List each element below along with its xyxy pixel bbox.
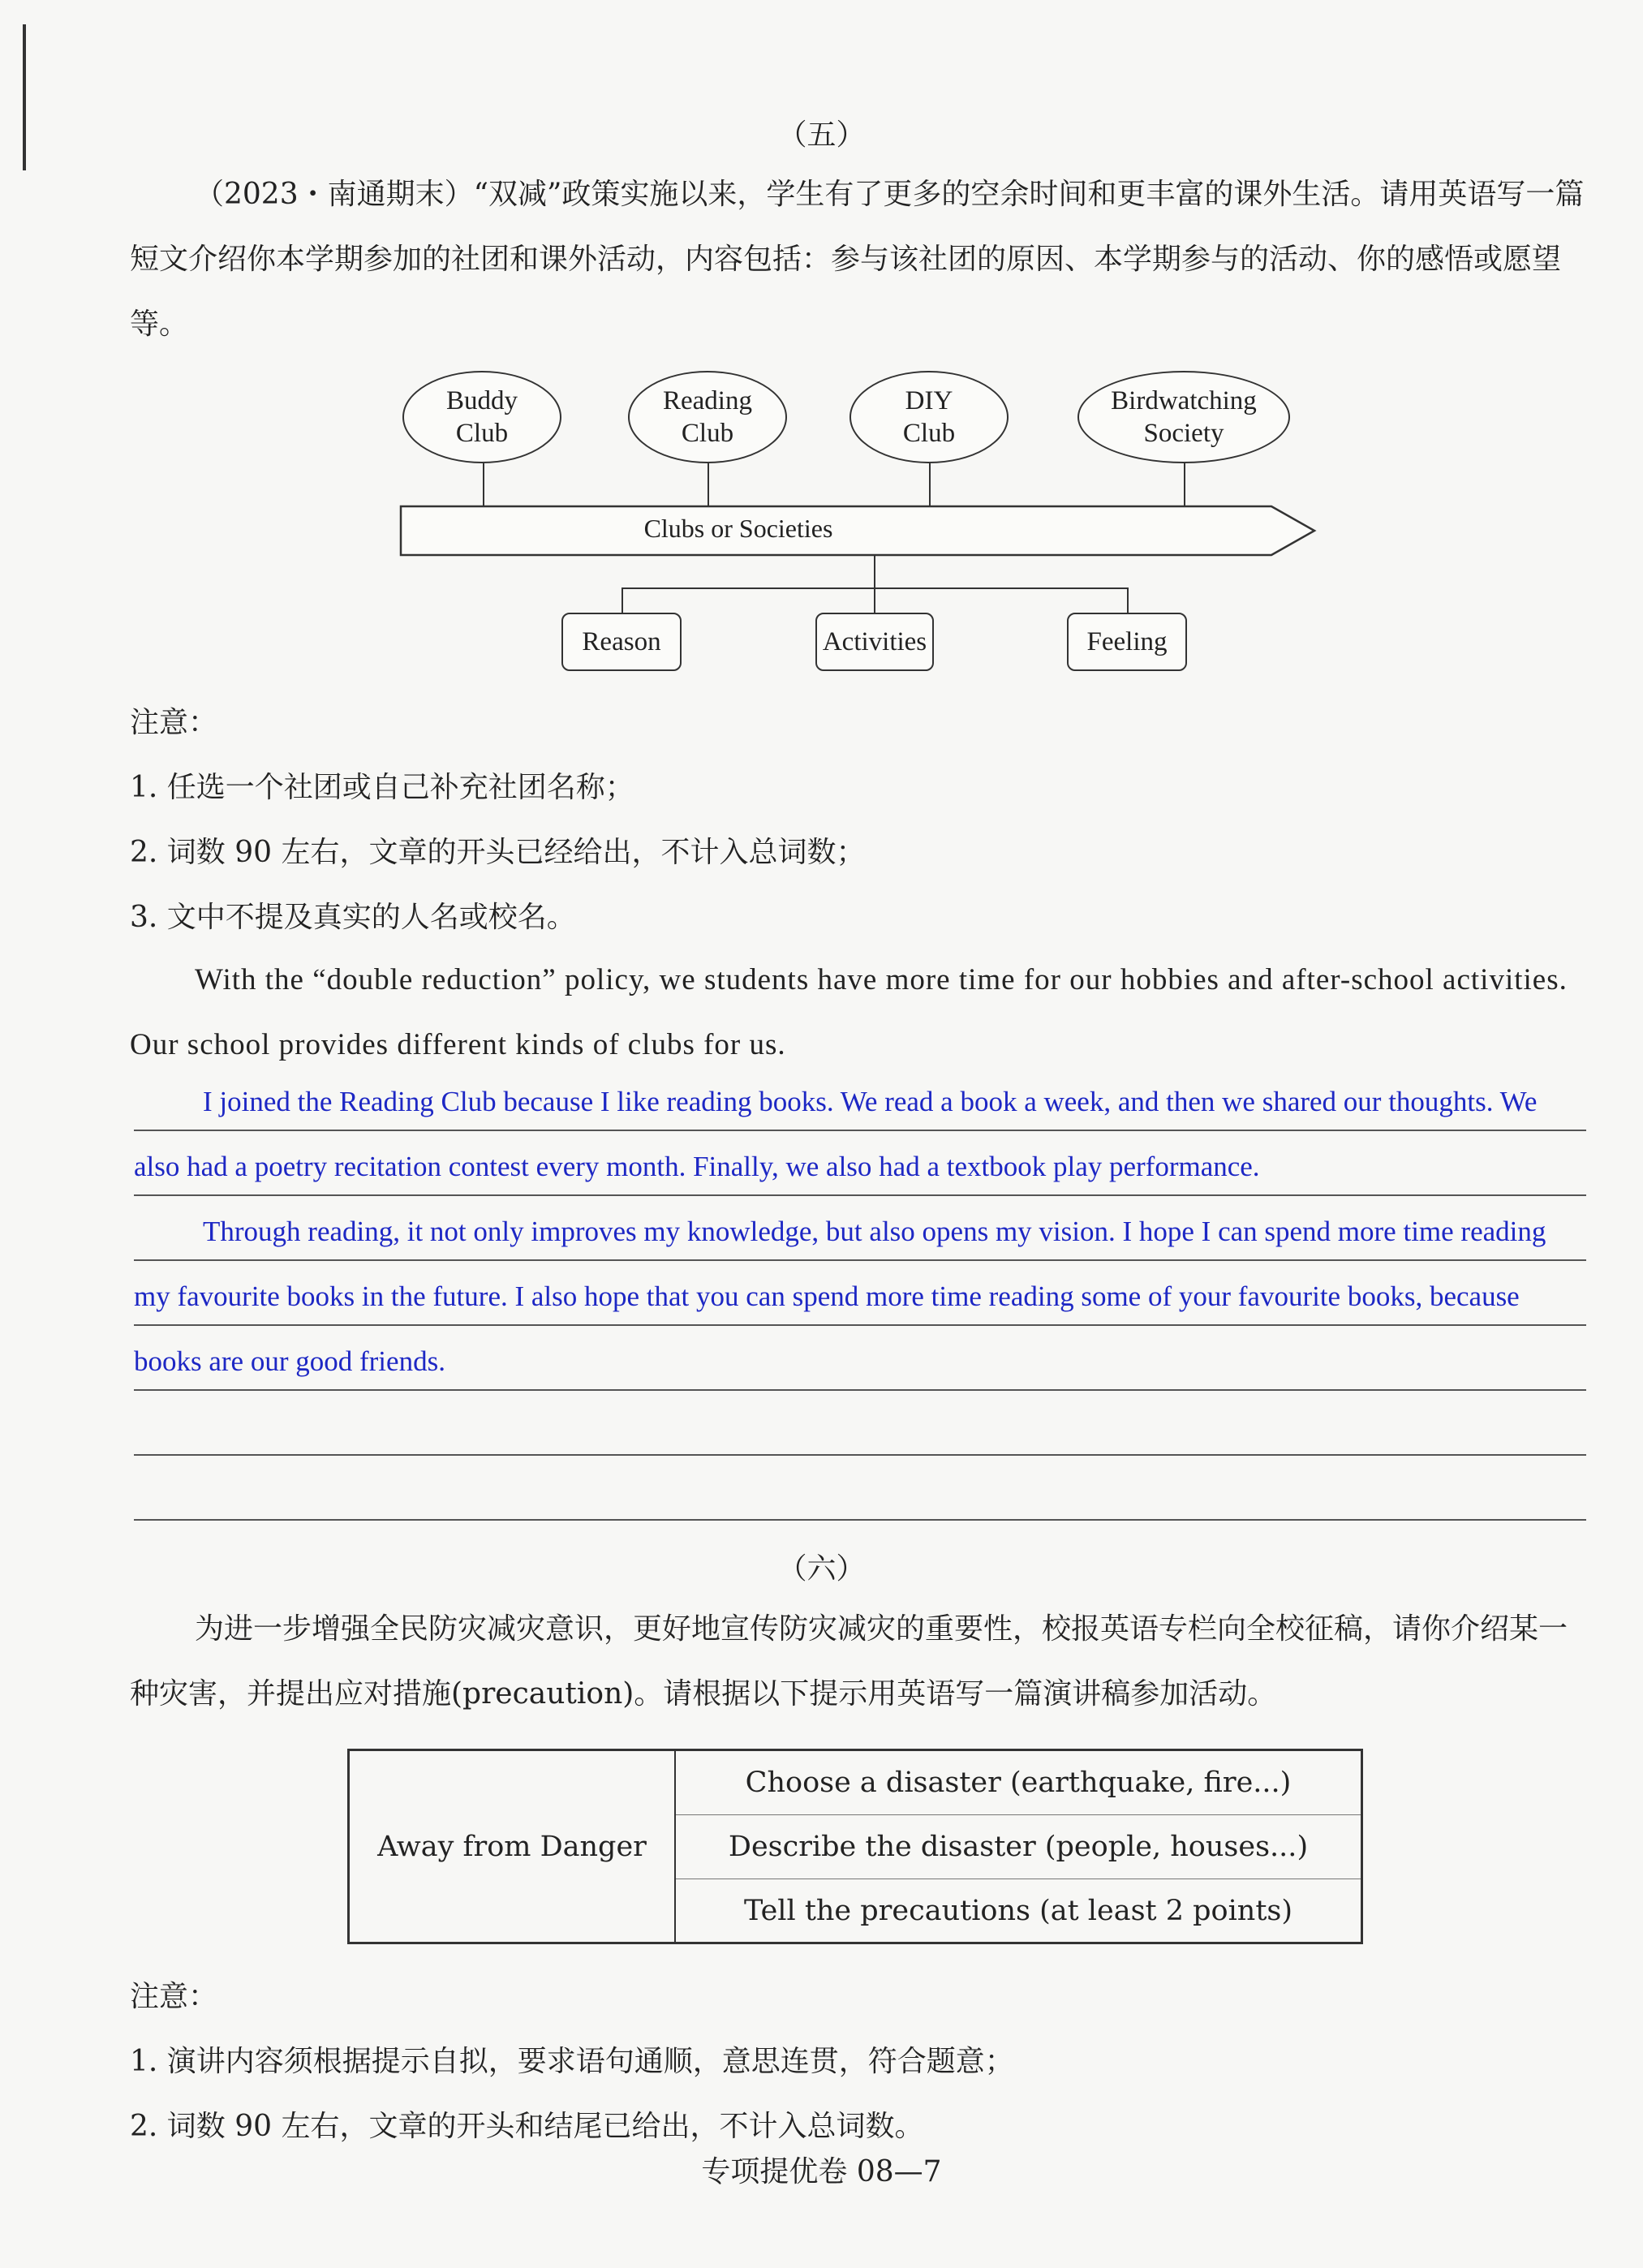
connector	[874, 587, 875, 615]
writing-line	[134, 1194, 1586, 1196]
notes-label: 注意：	[130, 706, 218, 739]
society-birdwatching: Birdwatching Society	[1077, 371, 1290, 463]
writing-line	[134, 1389, 1586, 1391]
table-point-3: Tell the precautions (at least 2 points)	[743, 1894, 1293, 1927]
answer-paragraph-1: I joined the Reading Club because I like reading books. We read a book a week, and then we shared our thoughts. We also had a poetry recitation contest every month. Finally, we also had a textbook play performance.	[134, 1086, 1538, 1182]
table-topic: Away from Danger	[350, 1751, 676, 1942]
section-5-title: （五）	[777, 118, 866, 152]
connector	[874, 555, 875, 589]
prompt-table	[347, 1749, 1363, 1944]
connector	[708, 463, 709, 508]
note-6-2: 2. 词数 90 左右，文章的开头和结尾已给出，不计入总词数。	[130, 2110, 924, 2143]
connector	[929, 463, 931, 508]
connector	[483, 463, 484, 508]
answer-paragraph-2: Through reading, it not only improves my knowledge, but also opens my vision. I hope I can spend more time reading my favourite books in the future. I also hope that you can spend more time reading some of your favourite books, because books are our good friends.	[134, 1216, 1546, 1377]
note-6-1: 1. 演讲内容须根据提示自拟，要求语句通顺，意思连贯，符合题意；	[130, 2045, 1014, 2078]
table-point-2: Describe the disaster (people, houses...)	[676, 1815, 1361, 1879]
writing-line	[134, 1519, 1586, 1521]
section-6-title: （六）	[777, 1552, 866, 1586]
connector	[622, 587, 623, 615]
aspect-activities: Activities	[815, 613, 934, 671]
note-1: 1. 任选一个社团或自己补充社团名称；	[130, 771, 634, 804]
writing-line	[134, 1324, 1586, 1326]
aspect-reason: Reason	[561, 613, 682, 671]
page-footer: 专项提优卷 08—7	[701, 2155, 942, 2188]
writing-line	[134, 1130, 1586, 1131]
note-2: 2. 词数 90 左右，文章的开头已经给出，不计入总词数；	[130, 836, 866, 869]
connector	[1184, 463, 1185, 508]
clubs-arrow-label: Clubs or Societies	[643, 514, 833, 543]
writing-line	[134, 1454, 1586, 1456]
section-6-prompt: 为进一步增强全民防灾减灾意识，更好地宣传防灾减灾的重要性，校报英语专栏向全校征稿，请你介绍某一种灾害，并提出应对措施(precaution)。请根据以下提示用英语写一篇演讲稿参加活动。	[130, 1612, 1568, 1711]
note-3: 3. 文中不提及真实的人名或校名。	[130, 901, 576, 934]
aspect-feeling: Feeling	[1067, 613, 1187, 671]
connector	[1127, 587, 1129, 615]
notes-label-6: 注意：	[130, 1980, 218, 2013]
table-point-1: Choose a disaster (earthquake, fire...)	[676, 1751, 1361, 1815]
club-reading: Reading Club	[628, 371, 787, 463]
essay-opening: With the “double reduction” policy, we students have more time for our hobbies and after-school activities. Our school provides different kinds of clubs for us.	[130, 963, 1568, 1061]
writing-line	[134, 1259, 1586, 1261]
club-buddy: Buddy Club	[402, 371, 561, 463]
club-diy: DIY Club	[849, 371, 1009, 463]
section-5-prompt: （2023・南通期末）“双减”政策实施以来，学生有了更多的空余时间和更丰富的课外生活。请用英语写一篇短文介绍你本学期参加的社团和课外活动，内容包括：参与该社团的原因、本学期参与的活动、你的感悟或愿望等。	[130, 178, 1585, 341]
